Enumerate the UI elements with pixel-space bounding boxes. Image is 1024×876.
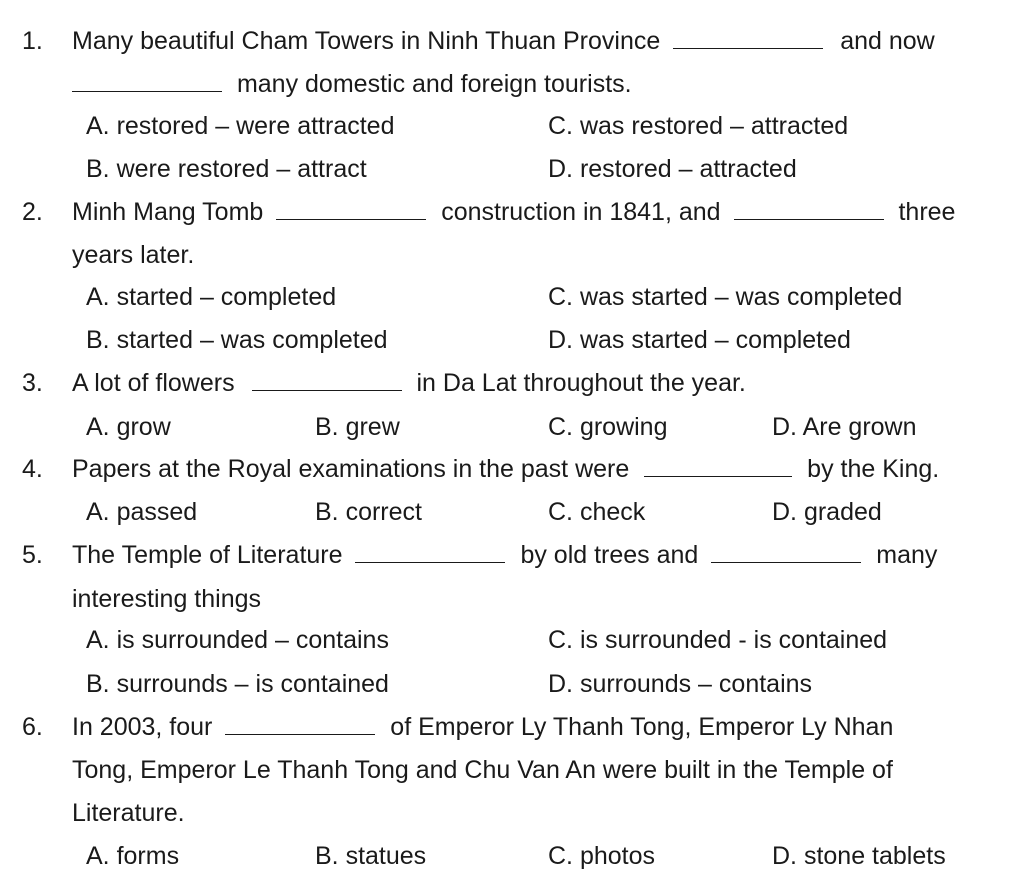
question-text: In 2003, four (72, 713, 213, 741)
question-text-line (72, 454, 939, 484)
answer-blank[interactable] (673, 26, 823, 49)
question-text: of Emperor Ly Thanh Tong, Emperor Ly Nhan (390, 713, 894, 741)
option-a[interactable]: A. is surrounded – contains (86, 626, 389, 654)
option-a[interactable]: A. started – completed (86, 283, 337, 311)
option-d[interactable]: D. Are grown (772, 413, 917, 441)
answer-blank[interactable] (225, 712, 375, 735)
question-text: The Temple of Literature (72, 541, 343, 569)
question-number: 6. (22, 713, 43, 741)
option-b[interactable]: B. started – was completed (86, 326, 388, 354)
answer-blank[interactable] (711, 540, 861, 563)
option-d[interactable]: D. restored – attracted (548, 155, 797, 183)
option-c[interactable]: C. was restored – attracted (548, 112, 849, 140)
question-text: three (898, 198, 956, 226)
question-text: many (876, 541, 938, 569)
question-number: 1. (22, 27, 43, 55)
question-text: by old trees and (520, 541, 699, 569)
question-text: in Da Lat throughout the year. (416, 369, 746, 397)
option-c[interactable]: C. is surrounded - is contained (548, 626, 888, 654)
option-b[interactable]: B. were restored – attract (86, 155, 367, 183)
question-text: A lot of flowers (72, 369, 235, 397)
question-text: Minh Mang Tomb (72, 198, 264, 226)
question-text: and now (840, 27, 935, 55)
question-text: Papers at the Royal examinations in the past were (72, 455, 630, 483)
question-number: 4. (22, 455, 43, 483)
question-text-line (72, 26, 935, 56)
question-number: 3. (22, 369, 43, 397)
question-text-line (72, 69, 632, 99)
question-text-line (72, 368, 746, 398)
answer-blank[interactable] (276, 197, 426, 220)
option-a[interactable]: A. passed (86, 498, 198, 526)
question-text: Many beautiful Cham Towers in Ninh Thuan Province (72, 27, 661, 55)
option-d[interactable]: D. was started – completed (548, 326, 851, 354)
question-text: many domestic and foreign tourists. (236, 70, 632, 98)
option-c[interactable]: C. photos (548, 842, 656, 870)
option-a[interactable]: A. grow (86, 413, 171, 441)
answer-blank[interactable] (252, 368, 402, 391)
option-d[interactable]: D. stone tablets (772, 842, 946, 870)
option-c[interactable]: C. check (548, 498, 646, 526)
option-d[interactable]: D. surrounds – contains (548, 670, 813, 698)
question-text-line (72, 584, 261, 614)
option-a[interactable]: A. forms (86, 842, 180, 870)
answer-blank[interactable] (72, 69, 222, 92)
question-text: interesting things (72, 585, 262, 613)
option-b[interactable]: B. correct (315, 498, 422, 526)
question-text: years later. (72, 241, 195, 269)
option-b[interactable]: B. surrounds – is contained (86, 670, 389, 698)
question-text-line (72, 798, 185, 828)
question-text: Tong, Emperor Le Thanh Tong and Chu Van An were built in the Temple of (72, 756, 893, 784)
option-c[interactable]: C. was started – was completed (548, 283, 903, 311)
question-text-line (72, 755, 893, 785)
option-b[interactable]: B. statues (315, 842, 427, 870)
question-text: by the King. (807, 455, 940, 483)
question-text: Literature. (72, 799, 185, 827)
option-b[interactable]: B. grew (315, 413, 400, 441)
question-text-line (72, 197, 955, 227)
answer-blank[interactable] (734, 197, 884, 220)
option-a[interactable]: A. restored – were attracted (86, 112, 395, 140)
question-text-line (72, 540, 937, 570)
option-d[interactable]: D. graded (772, 498, 882, 526)
option-c[interactable]: C. growing (548, 413, 668, 441)
question-text-line (72, 712, 893, 742)
question-number: 2. (22, 198, 43, 226)
question-text-line (72, 240, 194, 270)
question-text: construction in 1841, and (441, 198, 721, 226)
question-number: 5. (22, 541, 43, 569)
answer-blank[interactable] (355, 540, 505, 563)
answer-blank[interactable] (644, 454, 792, 477)
